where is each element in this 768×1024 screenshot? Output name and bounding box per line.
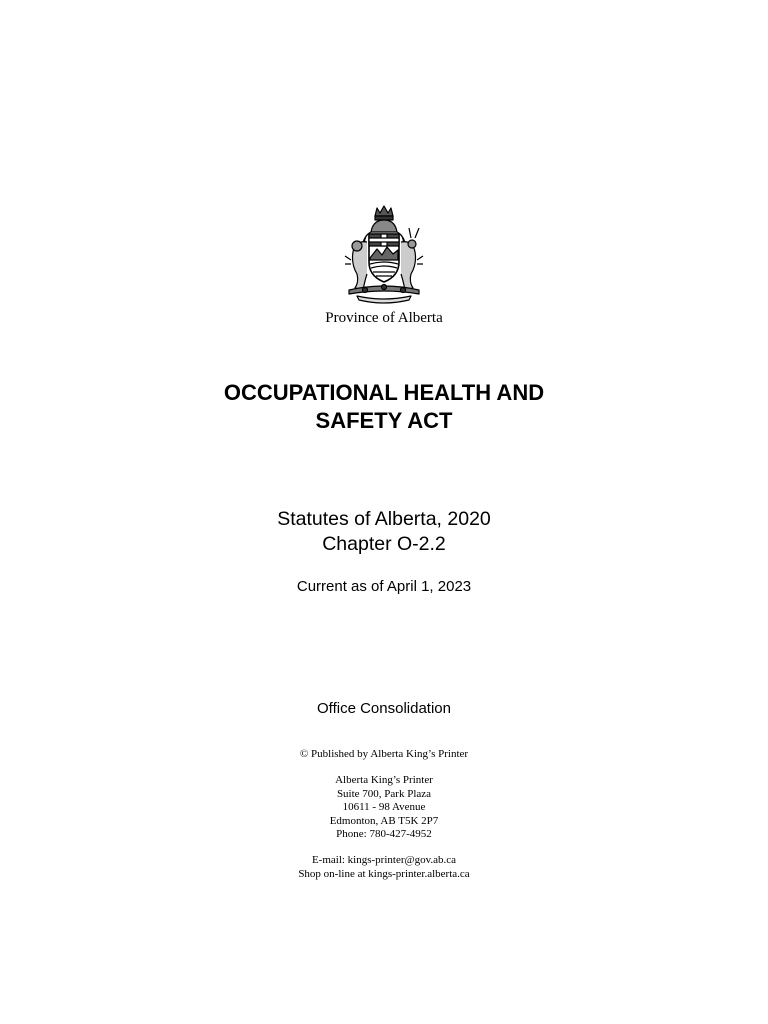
published-by: © Published by Alberta King’s Printer bbox=[299, 748, 469, 760]
publisher-city: Edmonton, AB T5K 2P7 bbox=[329, 814, 439, 827]
publisher-name: Alberta King’s Printer bbox=[335, 774, 433, 786]
publisher-email: E-mail: kings-printer@gov.ab.ca bbox=[311, 854, 457, 866]
current-as-of: Current as of April 1, 2023 bbox=[296, 578, 472, 595]
publisher-phone: Phone: 780-427-4952 bbox=[336, 828, 432, 840]
act-title-line-1: OCCUPATIONAL HEALTH AND bbox=[223, 380, 545, 405]
act-title bbox=[0, 379, 768, 435]
publisher-shop-link: Shop on-line at kings-printer.alberta.ca bbox=[298, 867, 470, 880]
office-consolidation: Office Consolidation bbox=[317, 700, 451, 717]
statute-citation bbox=[0, 507, 768, 557]
publisher-street: 10611 - 98 Avenue bbox=[342, 801, 426, 813]
statutes-line: Statutes of Alberta, 2020 bbox=[277, 508, 491, 530]
publisher-address bbox=[0, 774, 768, 842]
publisher-suite: Suite 700, Park Plaza bbox=[336, 787, 432, 800]
publisher-contact bbox=[0, 854, 768, 881]
province-name: Province of Alberta bbox=[325, 310, 443, 326]
alberta-coat-of-arms-icon bbox=[335, 202, 433, 304]
chapter-line: Chapter O-2.2 bbox=[322, 533, 446, 555]
act-title-line-2: SAFETY ACT bbox=[315, 408, 453, 433]
